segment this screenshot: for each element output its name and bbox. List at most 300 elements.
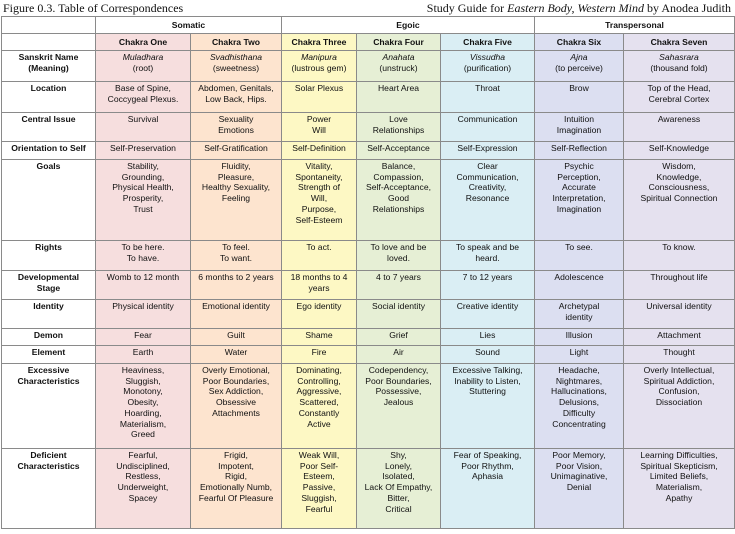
cell-line: Top of the Head,	[647, 83, 711, 93]
cell-line: Limited Beliefs,	[649, 471, 709, 482]
cell-line: Poor Self-	[299, 460, 339, 471]
row-label-rights	[2, 241, 96, 271]
cell-sanskrit-name-chakra-six	[535, 51, 624, 82]
cell-line: Underweight,	[117, 482, 169, 493]
cell-line: Dominating,	[296, 365, 342, 375]
cell-developmental-stage-chakra-four	[357, 271, 441, 300]
cell-line: Sahasrara	[659, 52, 699, 62]
row-label-line: Element	[31, 347, 66, 357]
cell-line: Lonely,	[384, 460, 413, 471]
group-transpersonal: Transpersonal	[535, 17, 735, 34]
cell-excessive-characteristics-chakra-five	[441, 364, 535, 449]
cell-orientation-to-self-chakra-one	[96, 142, 191, 160]
cell-line: Obsessive	[215, 397, 257, 408]
cell-line: Hallucinations,	[551, 386, 607, 397]
cell-orientation-to-self-chakra-five	[441, 142, 535, 160]
cell-line: Stuttering	[469, 386, 506, 397]
cell-location-chakra-two	[191, 82, 282, 113]
cell-developmental-stage-chakra-six	[535, 271, 624, 300]
cell-line: Fire	[311, 347, 327, 357]
row-rights	[2, 241, 735, 271]
cell-location-chakra-four	[357, 82, 441, 113]
cell-line: Abdomen, Genitals,	[198, 83, 274, 93]
row-label-line: Demon	[33, 330, 64, 340]
cell-line: Self-Esteem	[295, 214, 343, 225]
row-label-line: Identity	[33, 301, 64, 311]
table-body	[2, 51, 735, 529]
cell-line: Imagination	[556, 124, 602, 135]
cell-line: Restless,	[125, 471, 161, 482]
cell-line: Vitality,	[305, 161, 333, 171]
cell-line: To act.	[306, 242, 332, 252]
cell-line: Heart Area	[377, 83, 420, 93]
cell-line: (purification)	[463, 62, 512, 73]
cell-line: Headache,	[558, 365, 600, 375]
cell-developmental-stage-chakra-two	[191, 271, 282, 300]
group-somatic: Somatic	[96, 17, 282, 34]
row-demon	[2, 329, 735, 346]
row-orientation-to-self	[2, 142, 735, 160]
cell-line: Emotionally Numb,	[199, 482, 273, 493]
row-label-central-issue	[2, 113, 96, 142]
cell-developmental-stage-chakra-seven	[624, 271, 735, 300]
cell-excessive-characteristics-chakra-four	[357, 364, 441, 449]
row-goals	[2, 160, 735, 241]
cell-line: Perception,	[557, 171, 601, 182]
cell-sanskrit-name-chakra-four	[357, 51, 441, 82]
group-egoic: Egoic	[282, 17, 535, 34]
cell-line: Cerebral Cortex	[648, 93, 710, 104]
chakra-two-header: Chakra Two	[191, 34, 282, 51]
chakra-seven-header: Chakra Seven	[624, 34, 735, 51]
cell-goals-chakra-one	[96, 160, 191, 241]
cell-line: Nightmares,	[555, 375, 603, 386]
cell-rights-chakra-one	[96, 241, 191, 271]
cell-rights-chakra-six	[535, 241, 624, 271]
cell-orientation-to-self-chakra-two	[191, 142, 282, 160]
cell-goals-chakra-four	[357, 160, 441, 241]
cell-central-issue-chakra-four	[357, 113, 441, 142]
cell-line: Pleasure,	[217, 171, 255, 182]
cell-central-issue-chakra-seven	[624, 113, 735, 142]
row-label-line: Excessive	[27, 365, 70, 375]
cell-central-issue-chakra-two	[191, 113, 282, 142]
cell-line: To love and be	[370, 242, 427, 252]
cell-line: Womb to 12 month	[106, 272, 180, 282]
cell-line: Illusion	[565, 330, 593, 340]
cell-identity-chakra-three	[282, 300, 357, 329]
cell-line: Possessive,	[375, 386, 422, 397]
source-suffix: by Anodea Judith	[644, 1, 731, 15]
cell-line: Will,	[310, 193, 328, 204]
cell-demon-chakra-five	[441, 329, 535, 346]
cell-line: Self-Preservation	[110, 143, 176, 153]
cell-line: Interpretation,	[552, 193, 606, 204]
row-label-element	[2, 346, 96, 364]
cell-line: Consciousness,	[648, 182, 710, 193]
cell-developmental-stage-chakra-one	[96, 271, 191, 300]
row-excessive-characteristics	[2, 364, 735, 449]
cell-line: Clear	[477, 161, 498, 171]
cell-line: Spontaneity,	[295, 171, 343, 182]
cell-orientation-to-self-chakra-four	[357, 142, 441, 160]
row-sanskrit-name	[2, 51, 735, 82]
cell-orientation-to-self-chakra-six	[535, 142, 624, 160]
cell-line: heard.	[475, 252, 500, 263]
cell-line: Fearful	[305, 503, 333, 514]
cell-line: Strength of	[297, 182, 341, 193]
row-label-identity	[2, 300, 96, 329]
cell-element-chakra-four	[357, 346, 441, 364]
cell-line: Vissudha	[469, 52, 506, 62]
cell-demon-chakra-six	[535, 329, 624, 346]
cell-line: Throat	[475, 83, 500, 93]
cell-central-issue-chakra-six	[535, 113, 624, 142]
cell-line: Adolescence	[554, 272, 604, 282]
row-label-line: Location	[30, 83, 67, 93]
cell-rights-chakra-seven	[624, 241, 735, 271]
cell-line: Aggressive,	[296, 386, 342, 397]
cell-deficient-characteristics-chakra-one	[96, 449, 191, 529]
page-header	[0, 0, 735, 17]
correspondence-table	[1, 16, 735, 529]
cell-line: Prosperity,	[122, 193, 164, 204]
cell-line: Sluggish,	[125, 375, 161, 386]
row-label-line: Characteristics	[17, 375, 80, 386]
cell-line: Guilt	[227, 330, 245, 340]
cell-deficient-characteristics-chakra-six	[535, 449, 624, 529]
cell-deficient-characteristics-chakra-two	[191, 449, 282, 529]
cell-identity-chakra-two	[191, 300, 282, 329]
cell-central-issue-chakra-three	[282, 113, 357, 142]
cell-line: Greed	[131, 429, 155, 440]
cell-line: (lustrous gem)	[291, 62, 347, 73]
cell-line: Grounding,	[121, 171, 165, 182]
cell-sanskrit-name-chakra-two	[191, 51, 282, 82]
cell-line: Passive,	[302, 482, 336, 493]
cell-line: To see.	[565, 242, 593, 252]
cell-line: Creative identity	[456, 301, 519, 311]
cell-line: Spiritual Skepticism,	[640, 460, 718, 471]
row-central-issue	[2, 113, 735, 142]
cell-line: Resonance	[465, 193, 510, 204]
cell-line: Codependency,	[368, 365, 429, 375]
row-label-line: Developmental	[17, 272, 80, 282]
cell-line: Intuition	[563, 114, 595, 124]
cell-excessive-characteristics-chakra-two	[191, 364, 282, 449]
cell-line: Good	[387, 193, 410, 204]
cell-line: Weak Will,	[298, 450, 340, 460]
cell-line: Attachments	[212, 407, 260, 418]
cell-line: Lack Of Empathy,	[364, 482, 433, 493]
row-label-goals	[2, 160, 96, 241]
cell-line: Monotony,	[123, 386, 163, 397]
row-label-line: Orientation to Self	[11, 143, 86, 153]
cell-line: Grief	[389, 330, 408, 340]
cell-location-chakra-one	[96, 82, 191, 113]
cell-line: Love	[389, 114, 408, 124]
cell-element-chakra-five	[441, 346, 535, 364]
cell-sanskrit-name-chakra-three	[282, 51, 357, 82]
chakra-one-header: Chakra One	[96, 34, 191, 51]
cell-line: Apathy	[665, 492, 693, 503]
cell-identity-chakra-five	[441, 300, 535, 329]
cell-line: Ego identity	[296, 301, 342, 311]
cell-line: Controlling,	[297, 375, 341, 386]
cell-line: Air	[393, 347, 404, 357]
cell-line: Psychic	[564, 161, 594, 171]
cell-goals-chakra-six	[535, 160, 624, 241]
row-label-sanskrit-name	[2, 51, 96, 82]
chakra-five-header: Chakra Five	[441, 34, 535, 51]
cell-line: Critical	[385, 503, 412, 514]
row-label-excessive-characteristics	[2, 364, 96, 449]
cell-demon-chakra-two	[191, 329, 282, 346]
cell-line: Constantly	[298, 407, 340, 418]
cell-line: Emotional identity	[202, 301, 270, 311]
cell-line: Isolated,	[382, 471, 415, 482]
cell-line: Social identity	[371, 301, 426, 311]
cell-line: Self-Gratification	[204, 143, 268, 153]
figure-label: Figure 0.3. Table of Correspondences	[3, 1, 184, 15]
cell-developmental-stage-chakra-five	[441, 271, 535, 300]
row-label-line: (Meaning)	[28, 62, 69, 73]
cell-line: Self-Definition	[292, 143, 346, 153]
row-element	[2, 346, 735, 364]
cell-line: Physical Health,	[112, 182, 174, 193]
cell-line: Jealous	[383, 397, 414, 408]
cell-line: Water	[224, 347, 248, 357]
chakra-header-row	[2, 34, 735, 51]
cell-line: loved.	[387, 252, 410, 263]
cell-line: Throughout life	[650, 272, 708, 282]
cell-line: Accurate	[562, 182, 596, 193]
cell-line: identity	[565, 311, 593, 322]
cell-line: Wisdom,	[662, 161, 696, 171]
cell-line: Sex Addiction,	[208, 386, 264, 397]
cell-line: Stability,	[127, 161, 159, 171]
row-deficient-characteristics	[2, 449, 735, 529]
row-label-location	[2, 82, 96, 113]
cell-line: Poor Boundaries,	[365, 375, 432, 386]
cell-line: Emotions	[218, 124, 254, 135]
cell-line: Materialism,	[655, 482, 703, 493]
cell-element-chakra-seven	[624, 346, 735, 364]
cell-element-chakra-two	[191, 346, 282, 364]
cell-developmental-stage-chakra-three	[282, 271, 357, 300]
cell-sanskrit-name-chakra-one	[96, 51, 191, 82]
cell-line: Concentrating	[552, 418, 606, 429]
cell-line: Earth	[132, 347, 154, 357]
cell-line: Frigid,	[224, 450, 248, 460]
cell-line: (thousand fold)	[650, 62, 708, 73]
cell-sanskrit-name-chakra-seven	[624, 51, 735, 82]
cell-central-issue-chakra-one	[96, 113, 191, 142]
cell-line: 4 to 7 years	[376, 272, 421, 282]
cell-line: Rigid,	[225, 471, 247, 482]
row-label-line: Stage	[36, 282, 61, 293]
cell-excessive-characteristics-chakra-three	[282, 364, 357, 449]
cell-line: Poor Rhythm,	[461, 460, 514, 471]
cell-line: Poor Vision,	[555, 460, 603, 471]
cell-goals-chakra-two	[191, 160, 282, 241]
cell-rights-chakra-three	[282, 241, 357, 271]
cell-line: Bitter,	[387, 492, 410, 503]
row-label-line: Central Issue	[21, 114, 76, 124]
cell-line: Physical identity	[112, 301, 174, 311]
cell-line: Difficulty	[562, 407, 596, 418]
cell-goals-chakra-seven	[624, 160, 735, 241]
row-label-demon	[2, 329, 96, 346]
cell-line: Confusion,	[658, 386, 700, 397]
cell-deficient-characteristics-chakra-seven	[624, 449, 735, 529]
cell-line: Poor Boundaries,	[202, 375, 270, 386]
cell-line: Relationships	[372, 124, 425, 135]
cell-line: 6 months to 2 years	[198, 272, 274, 282]
cell-line: Creativity,	[468, 182, 507, 193]
row-label-line: Deficient	[30, 450, 67, 460]
cell-line: Sexuality	[218, 114, 254, 124]
cell-element-chakra-six	[535, 346, 624, 364]
cell-line: Self-Acceptance,	[366, 182, 431, 193]
cell-line: Base of Spine,	[115, 83, 171, 93]
cell-line: Attachment	[657, 330, 701, 340]
source-citation	[427, 1, 731, 16]
cell-line: Shame	[305, 330, 333, 340]
cell-line: To feel.	[222, 242, 250, 252]
cell-line: Self-Acceptance	[367, 143, 430, 153]
cell-line: Self-Knowledge	[648, 143, 710, 153]
cell-line: Fear	[134, 330, 152, 340]
cell-rights-chakra-five	[441, 241, 535, 271]
cell-line: Will	[312, 124, 326, 135]
cell-location-chakra-seven	[624, 82, 735, 113]
chakra-six-header: Chakra Six	[535, 34, 624, 51]
cell-line: Inability to Listen,	[454, 375, 521, 386]
cell-line: Brow	[569, 83, 589, 93]
cell-line: Survival	[127, 114, 159, 124]
cell-line: (root)	[132, 62, 154, 73]
cell-identity-chakra-six	[535, 300, 624, 329]
cell-line: Obesity,	[127, 397, 159, 408]
cell-line: Lies	[479, 330, 496, 340]
cell-demon-chakra-one	[96, 329, 191, 346]
cell-line: Spiritual Addiction,	[643, 375, 715, 386]
cell-line: Hoarding,	[124, 407, 162, 418]
cell-line: Spiritual Connection	[640, 193, 718, 204]
cell-line: (sweetness)	[212, 62, 260, 73]
chakra-header-corner	[2, 34, 96, 51]
source-prefix: Study Guide for	[426, 1, 508, 15]
cell-excessive-characteristics-chakra-six	[535, 364, 624, 449]
cell-location-chakra-three	[282, 82, 357, 113]
cell-line: Spacey	[128, 492, 158, 503]
cell-line: Self-Expression	[457, 143, 518, 153]
cell-deficient-characteristics-chakra-three	[282, 449, 357, 529]
cell-line: (unstruck)	[379, 62, 418, 73]
cell-line: Balance,	[381, 161, 416, 171]
cell-line: Active	[307, 418, 331, 429]
cell-line: Impotent,	[218, 460, 254, 471]
cell-line: Learning Difficulties,	[640, 450, 718, 460]
cell-identity-chakra-one	[96, 300, 191, 329]
row-location	[2, 82, 735, 113]
cell-line: Awareness	[657, 114, 701, 124]
cell-demon-chakra-seven	[624, 329, 735, 346]
cell-line: Ajna	[570, 52, 588, 62]
cell-excessive-characteristics-chakra-seven	[624, 364, 735, 449]
cell-location-chakra-five	[441, 82, 535, 113]
cell-line: Delusions,	[558, 397, 600, 408]
cell-line: Scattered,	[299, 397, 339, 408]
cell-location-chakra-six	[535, 82, 624, 113]
chakra-three-header: Chakra Three	[282, 34, 357, 51]
corner-cell	[2, 17, 96, 34]
cell-line: Excessive Talking,	[452, 365, 523, 375]
cell-line: Unimaginative,	[550, 471, 608, 482]
row-developmental-stage	[2, 271, 735, 300]
cell-line: Coccygeal Plexus.	[107, 93, 179, 104]
cell-goals-chakra-five	[441, 160, 535, 241]
row-label-line: Rights	[35, 242, 62, 252]
cell-line: Manipura	[301, 52, 337, 62]
cell-goals-chakra-three	[282, 160, 357, 241]
cell-line: 7 to 12 years	[462, 272, 513, 282]
cell-line: Svadhisthana	[209, 52, 263, 62]
cell-line: Fearful,	[128, 450, 158, 460]
row-label-deficient-characteristics	[2, 449, 96, 529]
cell-line: Aphasia	[471, 471, 504, 482]
cell-line: Universal identity	[646, 301, 712, 311]
cell-rights-chakra-two	[191, 241, 282, 271]
cell-line: Self-Reflection	[551, 143, 607, 153]
cell-sanskrit-name-chakra-five	[441, 51, 535, 82]
cell-line: Fluidity,	[221, 161, 251, 171]
cell-line: Undisciplined,	[116, 460, 170, 471]
cell-orientation-to-self-chakra-seven	[624, 142, 735, 160]
row-label-line: Characteristics	[17, 460, 80, 471]
cell-line: Anahata	[382, 52, 415, 62]
cell-line: (to perceive)	[555, 62, 603, 73]
cell-line: Fearful Of Pleasure	[198, 492, 274, 503]
cell-line: Communication,	[456, 171, 519, 182]
source-title: Eastern Body, Western Mind	[507, 1, 644, 15]
cell-line: To be here.	[121, 242, 165, 252]
cell-excessive-characteristics-chakra-one	[96, 364, 191, 449]
cell-line: Thought	[663, 347, 695, 357]
cell-line: Healthy Sexuality,	[201, 182, 271, 193]
cell-line: Muladhara	[122, 52, 164, 62]
cell-line: Trust	[133, 203, 153, 214]
cell-identity-chakra-four	[357, 300, 441, 329]
cell-line: Power	[306, 114, 332, 124]
cell-line: Feeling	[221, 193, 251, 204]
cell-line: Light	[569, 347, 589, 357]
row-label-orientation-to-self	[2, 142, 96, 160]
cell-line: Sluggish,	[301, 492, 337, 503]
cell-line: Compassion,	[373, 171, 424, 182]
cell-line: Materialism,	[119, 418, 167, 429]
cell-line: Sound	[475, 347, 500, 357]
cell-element-chakra-one	[96, 346, 191, 364]
row-label-developmental-stage	[2, 271, 96, 300]
cell-demon-chakra-four	[357, 329, 441, 346]
cell-line: Knowledge,	[656, 171, 702, 182]
cell-line: To have.	[126, 252, 160, 263]
cell-line: Shy,	[390, 450, 407, 460]
cell-line: Fear of Speaking,	[453, 450, 522, 460]
cell-line: Denial	[566, 482, 592, 493]
